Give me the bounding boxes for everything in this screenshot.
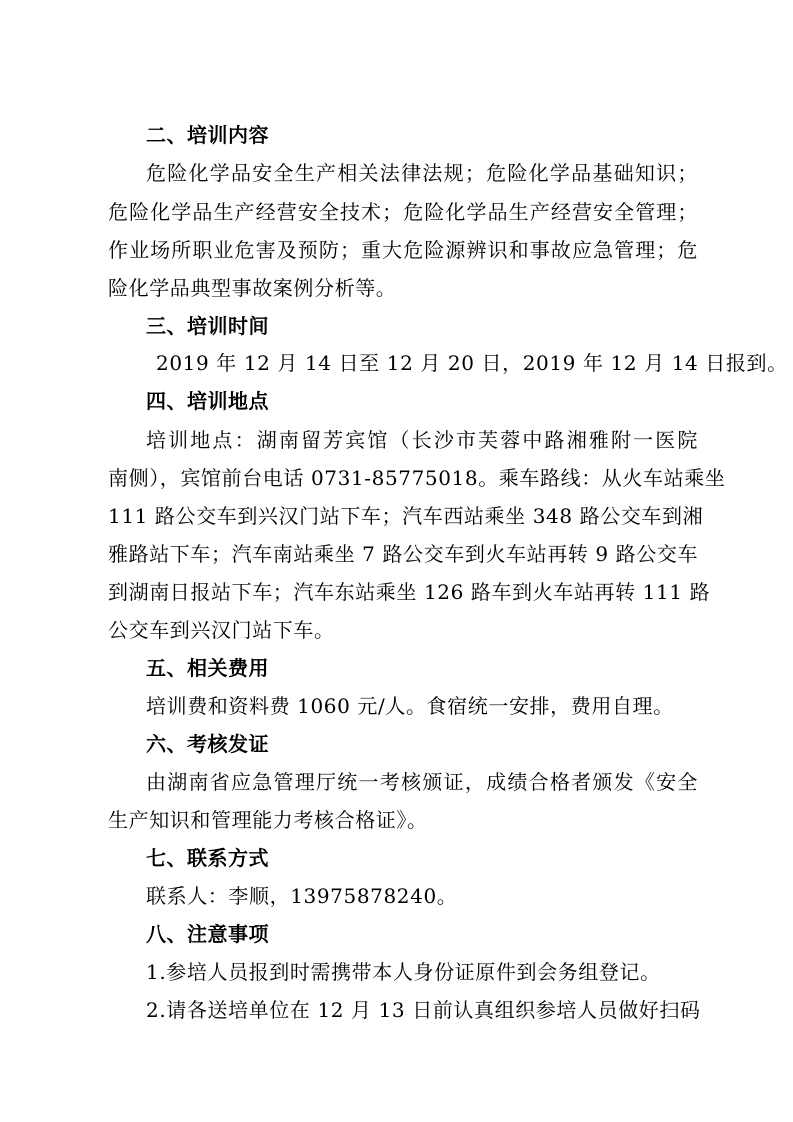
paragraph-line: 由湖南省应急管理厅统一考核颁证，成绩合格者颁发《安全 bbox=[146, 770, 698, 794]
paragraph-line: 1.参培人员报到时需携带本人身份证原件到会务组登记。 bbox=[146, 960, 661, 984]
paragraph-line: 危险化学品安全生产相关法律法规；危险化学品基础知识； bbox=[146, 161, 698, 185]
paragraph-line: 到湖南日报站下车；汽车东站乘坐 126 路车到火车站再转 111 路 bbox=[108, 580, 711, 604]
paragraph-line: 培训费和资料费 1060 元/人。食宿统一安排，费用自理。 bbox=[146, 694, 674, 718]
section-heading-content: 二、培训内容 bbox=[146, 123, 269, 147]
section-heading-notes: 八、注意事项 bbox=[146, 922, 269, 946]
section-heading-contact: 七、联系方式 bbox=[146, 846, 269, 870]
paragraph-line: 2019 年 12 月 14 日至 12 月 20 日，2019 年 12 月 14 日报到。 bbox=[156, 351, 788, 375]
paragraph-line: 作业场所职业危害及预防；重大危险源辨识和事故应急管理；危 bbox=[108, 238, 698, 262]
paragraph-line: 111 路公交车到兴汉门站下车；汽车西站乘坐 348 路公交车到湘 bbox=[108, 504, 704, 528]
paragraph-line: 2.请各送培单位在 12 月 13 日前认真组织参培人员做好扫码 bbox=[146, 998, 701, 1022]
paragraph-line: 联系人：李顺，13975878240。 bbox=[146, 884, 458, 908]
paragraph-line: 培训地点：湖南留芳宾馆（长沙市芙蓉中路湘雅附一医院 bbox=[146, 428, 698, 452]
section-heading-time: 三、培训时间 bbox=[146, 314, 269, 338]
section-heading-certification: 六、考核发证 bbox=[146, 732, 269, 756]
paragraph-line: 危险化学品生产经营安全技术；危险化学品生产经营安全管理； bbox=[108, 200, 698, 224]
paragraph-line: 公交车到兴汉门站下车。 bbox=[108, 618, 335, 642]
paragraph-line: 险化学品典型事故案例分析等。 bbox=[108, 276, 397, 300]
paragraph-line: 南侧），宾馆前台电话 0731-85775018。乘车路线：从火车站乘坐 bbox=[108, 466, 726, 490]
section-heading-location: 四、培训地点 bbox=[146, 389, 269, 413]
paragraph-line: 生产知识和管理能力考核合格证》。 bbox=[108, 808, 428, 832]
paragraph-line: 雅路站下车；汽车南站乘坐 7 路公交车到火车站再转 9 路公交车 bbox=[108, 542, 699, 566]
section-heading-fees: 五、相关费用 bbox=[146, 656, 269, 680]
